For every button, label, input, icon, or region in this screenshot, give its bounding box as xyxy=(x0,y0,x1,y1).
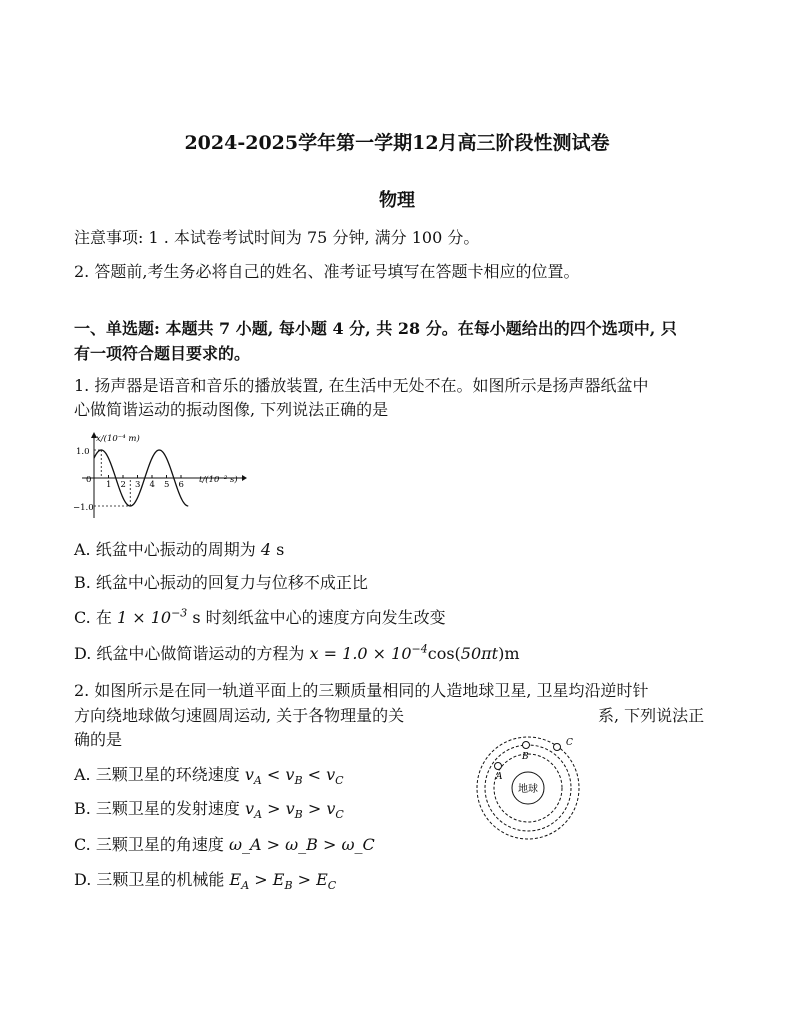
q1-option-d-cos: cos( xyxy=(427,644,461,663)
q1-option-b: B. 纸盆中心振动的回复力与位移不成正比 xyxy=(74,573,368,592)
chart-y-tick-neg: −1.0 xyxy=(73,503,94,513)
chart-y-label: x/(10⁻⁴ m) xyxy=(96,434,140,444)
q1-option-d-exp: −4 xyxy=(411,642,428,656)
q1-option-d-math: x = 1.0 × 10 xyxy=(309,644,412,663)
chart-x-tick-label: 1 xyxy=(106,480,112,490)
q2-option-a-math: $v_A < v_B < v_C$ xyxy=(244,765,344,788)
q1-vibration-chart xyxy=(72,430,247,522)
q2-orbits-figure xyxy=(470,732,590,844)
q1-option-c-prefix: C. 在 xyxy=(74,608,117,627)
q2-option-a-text: A. 三颗卫星的环绕速度 xyxy=(74,765,245,784)
q1-option-a-text: A. 纸盆中心振动的周期为 xyxy=(74,540,256,559)
chart-x-tick-label: 6 xyxy=(178,480,184,490)
q2-option-d-math: $E_A > E_B > E_C$ xyxy=(229,870,337,893)
chart-x-label: t/(10⁻² s) xyxy=(199,475,238,485)
chart-x-tick-label: 5 xyxy=(164,480,170,490)
satellite-c xyxy=(554,744,561,751)
chart-x-tick-label: 3 xyxy=(135,480,141,490)
q1-stem-line-1: 1. 扬声器是语音和音乐的播放装置, 在生活中无处不在。如图所示是扬声器纸盆中 xyxy=(74,376,649,395)
q2-option-b xyxy=(74,796,344,821)
q1-option-c-suffix: s 时刻纸盆中心的速度方向发生改变 xyxy=(187,608,446,627)
satellite-b-label: B xyxy=(522,752,529,762)
section-heading-line-2: 有一项符合题目要求的。 xyxy=(74,344,251,363)
q1-option-d-prefix: D. 纸盆中心做简谐运动的方程为 xyxy=(74,644,310,663)
q2-stem-line-2a: 方向绕地球做匀速圆周运动, 关于各物理量的关 xyxy=(74,706,405,725)
satellite-c-label: C xyxy=(566,738,573,748)
q1-stem-line-2: 心做简谐运动的振动图像, 下列说法正确的是 xyxy=(74,400,389,419)
chart-x-tick-label: 2 xyxy=(120,480,126,490)
q2-option-c xyxy=(74,832,375,855)
q2-option-a xyxy=(74,762,344,787)
q1-option-d-suffix: )m xyxy=(498,644,520,663)
notes-line-2: 2. 答题前,考生务必将自己的姓名、准考证号填写在答题卡相应的位置。 xyxy=(74,262,580,281)
q2-stem-line-3: 确的是 xyxy=(74,730,123,749)
q1-option-c-exp: −3 xyxy=(171,606,188,620)
notes-line-1: 注意事项: 1 . 本试卷考试时间为 75 分钟, 满分 100 分。 xyxy=(74,228,480,247)
chart-y-tick-pos: 1.0 xyxy=(76,447,90,457)
chart-x-tick-label: 4 xyxy=(149,480,155,490)
q1-option-a xyxy=(74,537,284,560)
q2-stem-line-1: 2. 如图所示是在同一轨道平面上的三颗质量相同的人造地球卫星, 卫星均沿逆时针 xyxy=(74,681,649,700)
q1-option-d-arg: 50πt xyxy=(460,644,499,663)
q2-option-c-math: ω_A > ω_B > ω_C xyxy=(228,835,375,854)
chart-x-arrow xyxy=(242,475,247,481)
page-title: 2024-2025学年第一学期12月高三阶段性测试卷 xyxy=(184,132,610,154)
earth-label: 地球 xyxy=(518,784,538,795)
subject-title: 物理 xyxy=(379,190,415,211)
satellite-b xyxy=(523,742,530,749)
q1-option-c xyxy=(74,605,446,628)
q2-option-d xyxy=(74,867,336,892)
q2-option-b-math: $v_A > v_B > v_C$ xyxy=(245,799,344,822)
q1-option-a-value: 4 xyxy=(260,540,272,559)
q1-option-a-unit: s xyxy=(271,540,285,559)
q2-option-b-text: B. 三颗卫星的发射速度 xyxy=(74,799,246,818)
chart-origin-label: 0 xyxy=(86,475,92,485)
q2-option-d-text: D. 三颗卫星的机械能 xyxy=(74,870,230,889)
q1-option-d xyxy=(74,641,520,664)
satellite-a-label: A xyxy=(496,772,503,782)
q2-option-c-text: C. 三颗卫星的角速度 xyxy=(74,835,229,854)
satellite-a xyxy=(495,763,502,770)
q1-option-c-math: 1 × 10 xyxy=(116,608,172,627)
q2-stem-line-2b: 系, 下列说法正 xyxy=(598,706,705,725)
section-heading-line-1: 一、单选题: 本题共 7 小题, 每小题 4 分, 共 28 分。在每小题给出的四个选项中, 只 xyxy=(74,319,677,338)
